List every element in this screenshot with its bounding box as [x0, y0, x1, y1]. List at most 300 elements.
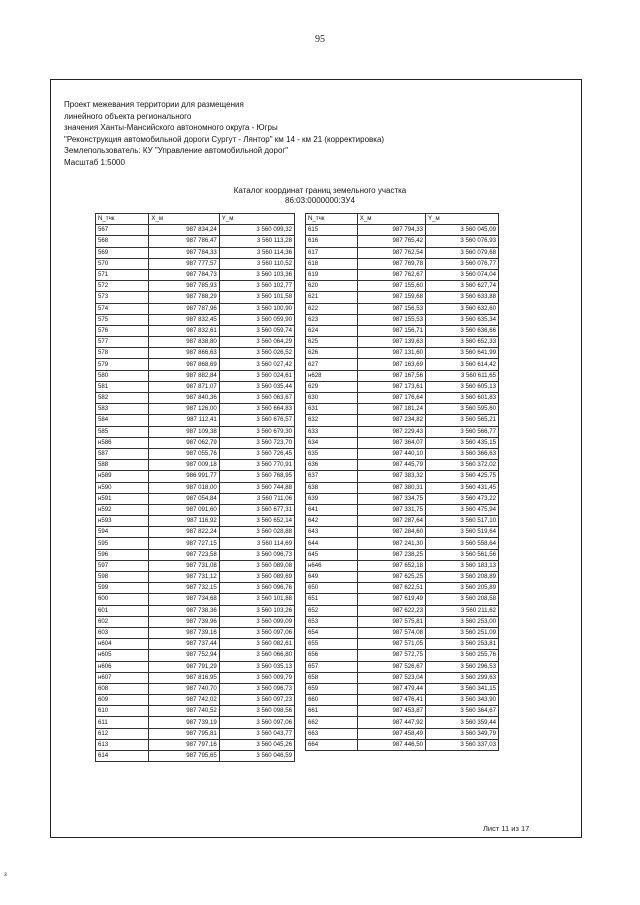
- y-coordinate-cell: 3 560 099,09: [219, 616, 294, 627]
- point-number-cell: 658: [306, 672, 358, 683]
- x-coordinate-cell: 987 723,58: [149, 549, 219, 560]
- y-coordinate-cell: 3 560 337,03: [426, 739, 499, 750]
- x-coordinate-cell: 987 476,41: [357, 695, 425, 706]
- y-coordinate-cell: 3 560 299,63: [426, 672, 499, 683]
- point-number-cell: 650: [306, 583, 358, 594]
- point-number-cell: 580: [96, 370, 149, 381]
- y-coordinate-cell: 3 560 605,13: [426, 381, 499, 392]
- y-coordinate-cell: 3 560 341,15: [426, 683, 499, 694]
- table-row: [306, 225, 499, 236]
- y-coordinate-cell: 3 560 343,90: [426, 695, 499, 706]
- table-row: [306, 348, 499, 359]
- point-number-cell: 598: [96, 572, 149, 583]
- point-number-cell: 608: [96, 683, 149, 694]
- table-row: [96, 493, 295, 504]
- table-row: [96, 594, 295, 605]
- table-row: [96, 560, 295, 571]
- point-number-cell: н606: [96, 661, 149, 672]
- table-row: [96, 269, 295, 280]
- y-coordinate-cell: 3 560 009,79: [219, 672, 294, 683]
- x-coordinate-cell: 987 009,18: [149, 460, 219, 471]
- table-row: [306, 493, 499, 504]
- table-row: [96, 538, 295, 549]
- point-number-cell: 645: [306, 549, 358, 560]
- table-row: [96, 225, 295, 236]
- point-number-cell: 599: [96, 583, 149, 594]
- x-coordinate-cell: 987 752,94: [149, 650, 219, 661]
- table-row: [96, 236, 295, 247]
- table-row: [96, 404, 295, 415]
- point-number-cell: 623: [306, 314, 358, 325]
- x-coordinate-cell: 987 241,30: [357, 538, 425, 549]
- point-number-cell: 620: [306, 281, 358, 292]
- table-row: [96, 258, 295, 269]
- x-coordinate-cell: 987 445,79: [357, 460, 425, 471]
- coordinates-table-right: [305, 213, 499, 751]
- table-row: [306, 504, 499, 515]
- table-row: [96, 572, 295, 583]
- point-number-cell: н607: [96, 672, 149, 683]
- x-coordinate-cell: 987 625,25: [357, 572, 425, 583]
- point-number-cell: 610: [96, 706, 149, 717]
- table-row: [96, 504, 295, 515]
- catalog-title: Каталог координат границ земельного участка: [233, 186, 407, 195]
- x-coordinate-cell: 986 991,77: [149, 471, 219, 482]
- table-row: [96, 706, 295, 717]
- y-coordinate-cell: 3 560 255,76: [426, 650, 499, 661]
- y-coordinate-cell: 3 560 101,58: [219, 292, 294, 303]
- table-row: [96, 448, 295, 459]
- y-coordinate-cell: 3 560 110,52: [219, 258, 294, 269]
- table-row: [306, 370, 499, 381]
- point-number-cell: 664: [306, 739, 358, 750]
- y-coordinate-cell: 3 560 519,64: [426, 527, 499, 538]
- header-line-6: Масштаб 1:5000: [64, 157, 125, 167]
- table-row: [306, 661, 499, 672]
- point-number-cell: н586: [96, 437, 149, 448]
- point-number-cell: 609: [96, 695, 149, 706]
- y-coordinate-cell: 3 560 566,77: [426, 426, 499, 437]
- point-number-cell: 587: [96, 448, 149, 459]
- table-row: [96, 639, 295, 650]
- point-number-cell: 597: [96, 560, 149, 571]
- table-header-row: [306, 214, 499, 225]
- x-coordinate-cell: 987 816,95: [149, 672, 219, 683]
- table-row: [306, 292, 499, 303]
- x-coordinate-cell: 987 727,15: [149, 538, 219, 549]
- x-coordinate-cell: 987 737,44: [149, 639, 219, 650]
- x-coordinate-cell: 987 238,25: [357, 549, 425, 560]
- x-coordinate-cell: 987 794,33: [357, 225, 425, 236]
- table-row: [306, 314, 499, 325]
- table-row: [306, 538, 499, 549]
- table-row: [306, 437, 499, 448]
- x-coordinate-cell: 987 380,31: [357, 482, 425, 493]
- y-coordinate-cell: 3 560 723,70: [219, 437, 294, 448]
- y-coordinate-cell: 3 560 711,06: [219, 493, 294, 504]
- y-coordinate-cell: 3 560 251,09: [426, 627, 499, 638]
- header-line-3: значения Ханты-Мансийского автономного округа - Югры: [64, 123, 278, 133]
- y-coordinate-cell: 3 560 364,67: [426, 706, 499, 717]
- y-coordinate-cell: 3 560 676,57: [219, 415, 294, 426]
- y-coordinate-cell: 3 560 208,89: [426, 572, 499, 583]
- table-row: [306, 415, 499, 426]
- point-number-cell: 570: [96, 258, 149, 269]
- table-row: [96, 672, 295, 683]
- x-coordinate-cell: 987 229,43: [357, 426, 425, 437]
- x-coordinate-cell: 987 786,47: [149, 236, 219, 247]
- x-coordinate-cell: 987 181,24: [357, 404, 425, 415]
- point-number-cell: 626: [306, 348, 358, 359]
- point-number-cell: 630: [306, 393, 358, 404]
- x-coordinate-cell: 987 176,64: [357, 393, 425, 404]
- y-coordinate-cell: 3 560 059,74: [219, 325, 294, 336]
- y-coordinate-cell: 3 560 096,76: [219, 583, 294, 594]
- table-row: [306, 683, 499, 694]
- y-coordinate-cell: 3 560 064,29: [219, 337, 294, 348]
- point-number-cell: 615: [306, 225, 358, 236]
- table-row: [96, 359, 295, 370]
- coordinates-table-left: [95, 213, 295, 762]
- point-number-cell: 654: [306, 627, 358, 638]
- table-row: [306, 650, 499, 661]
- x-coordinate-cell: 987 018,00: [149, 482, 219, 493]
- table-row: [96, 527, 295, 538]
- y-coordinate-cell: 3 560 517,10: [426, 516, 499, 527]
- y-coordinate-cell: 3 560 359,44: [426, 717, 499, 728]
- y-coordinate-cell: 3 560 101,88: [219, 594, 294, 605]
- y-coordinate-cell: 3 560 744,88: [219, 482, 294, 493]
- x-coordinate-cell: 987 732,15: [149, 583, 219, 594]
- point-number-cell: 603: [96, 627, 149, 638]
- table-row: [96, 348, 295, 359]
- y-coordinate-cell: 3 560 082,61: [219, 639, 294, 650]
- table-row: [96, 627, 295, 638]
- y-coordinate-cell: 3 560 253,00: [426, 616, 499, 627]
- point-number-cell: 632: [306, 415, 358, 426]
- x-coordinate-cell: 987 784,73: [149, 269, 219, 280]
- table-row: [306, 426, 499, 437]
- point-number-cell: 657: [306, 661, 358, 672]
- x-coordinate-cell: 987 777,57: [149, 258, 219, 269]
- column-header-x: X_м: [149, 214, 219, 225]
- y-coordinate-cell: 3 560 103,36: [219, 269, 294, 280]
- point-number-cell: 660: [306, 695, 358, 706]
- x-coordinate-cell: 987 731,08: [149, 560, 219, 571]
- y-coordinate-cell: 3 560 253,81: [426, 639, 499, 650]
- x-coordinate-cell: 987 364,07: [357, 437, 425, 448]
- y-coordinate-cell: 3 560 366,63: [426, 448, 499, 459]
- x-coordinate-cell: 987 055,76: [149, 448, 219, 459]
- point-number-cell: н604: [96, 639, 149, 650]
- x-coordinate-cell: 987 447,92: [357, 717, 425, 728]
- table-row: [306, 527, 499, 538]
- table-row: [306, 247, 499, 258]
- point-number-cell: 649: [306, 572, 358, 583]
- point-number-cell: 596: [96, 549, 149, 560]
- x-coordinate-cell: 987 788,29: [149, 292, 219, 303]
- y-coordinate-cell: 3 560 024,61: [219, 370, 294, 381]
- point-number-cell: 574: [96, 303, 149, 314]
- y-coordinate-cell: 3 560 652,33: [426, 337, 499, 348]
- y-coordinate-cell: 3 560 045,09: [426, 225, 499, 236]
- table-row: [96, 471, 295, 482]
- point-number-cell: 629: [306, 381, 358, 392]
- point-number-cell: 618: [306, 258, 358, 269]
- table-row: [96, 683, 295, 694]
- y-coordinate-cell: 3 560 475,94: [426, 504, 499, 515]
- y-coordinate-cell: 3 560 561,56: [426, 549, 499, 560]
- table-row: [306, 672, 499, 683]
- margin-mark: з: [4, 872, 7, 878]
- x-coordinate-cell: 987 334,75: [357, 493, 425, 504]
- x-coordinate-cell: 987 440,10: [357, 448, 425, 459]
- x-coordinate-cell: 987 739,16: [149, 627, 219, 638]
- y-coordinate-cell: 3 560 558,64: [426, 538, 499, 549]
- point-number-cell: 583: [96, 404, 149, 415]
- y-coordinate-cell: 3 560 097,06: [219, 627, 294, 638]
- x-coordinate-cell: 987 622,23: [357, 605, 425, 616]
- point-number-cell: 639: [306, 493, 358, 504]
- table-row: [96, 415, 295, 426]
- point-number-cell: 573: [96, 292, 149, 303]
- x-coordinate-cell: 987 574,08: [357, 627, 425, 638]
- x-coordinate-cell: 987 109,38: [149, 426, 219, 437]
- point-number-cell: 602: [96, 616, 149, 627]
- table-row: [96, 549, 295, 560]
- point-number-cell: 636: [306, 460, 358, 471]
- point-number-cell: 600: [96, 594, 149, 605]
- x-coordinate-cell: 987 458,49: [357, 728, 425, 739]
- x-coordinate-cell: 987 234,82: [357, 415, 425, 426]
- y-coordinate-cell: 3 560 096,73: [219, 549, 294, 560]
- x-coordinate-cell: 987 575,81: [357, 616, 425, 627]
- sheet-counter: Лист 11 из 17: [483, 824, 530, 833]
- column-header-y: Y_м: [426, 214, 499, 225]
- x-coordinate-cell: 987 787,96: [149, 303, 219, 314]
- table-row: [306, 303, 499, 314]
- y-coordinate-cell: 3 560 632,60: [426, 303, 499, 314]
- point-number-cell: 575: [96, 314, 149, 325]
- y-coordinate-cell: 3 560 296,53: [426, 661, 499, 672]
- table-row: [96, 325, 295, 336]
- table-row: [306, 337, 499, 348]
- point-number-cell: 595: [96, 538, 149, 549]
- x-coordinate-cell: 987 652,18: [357, 560, 425, 571]
- y-coordinate-cell: 3 560 633,88: [426, 292, 499, 303]
- x-coordinate-cell: 987 112,41: [149, 415, 219, 426]
- x-coordinate-cell: 987 832,61: [149, 325, 219, 336]
- parcel-id: 86:03:0000000:ЗУ4: [285, 196, 355, 205]
- point-number-cell: 651: [306, 594, 358, 605]
- table-row: [306, 706, 499, 717]
- y-coordinate-cell: 3 560 114,69: [219, 538, 294, 549]
- x-coordinate-cell: 987 163,69: [357, 359, 425, 370]
- point-number-cell: 569: [96, 247, 149, 258]
- y-coordinate-cell: 3 560 208,58: [426, 594, 499, 605]
- x-coordinate-cell: 987 287,64: [357, 516, 425, 527]
- header-line-5: Землепользователь: КУ "Управление автомобильной дорог": [64, 146, 289, 156]
- table-row: [96, 370, 295, 381]
- y-coordinate-cell: 3 560 677,31: [219, 504, 294, 515]
- y-coordinate-cell: 3 560 103,26: [219, 605, 294, 616]
- y-coordinate-cell: 3 560 636,66: [426, 325, 499, 336]
- table-row: [306, 236, 499, 247]
- table-row: [306, 728, 499, 739]
- y-coordinate-cell: 3 560 113,28: [219, 236, 294, 247]
- table-row: [306, 393, 499, 404]
- y-coordinate-cell: 3 560 601,83: [426, 393, 499, 404]
- point-number-cell: 611: [96, 717, 149, 728]
- table-body-right: [306, 225, 499, 751]
- y-coordinate-cell: 3 560 043,77: [219, 728, 294, 739]
- y-coordinate-cell: 3 560 098,56: [219, 706, 294, 717]
- x-coordinate-cell: 987 446,50: [357, 739, 425, 750]
- point-number-cell: 625: [306, 337, 358, 348]
- y-coordinate-cell: 3 560 614,42: [426, 359, 499, 370]
- y-coordinate-cell: 3 560 768,95: [219, 471, 294, 482]
- table-row: [306, 359, 499, 370]
- y-coordinate-cell: 3 560 089,69: [219, 572, 294, 583]
- table-row: [96, 661, 295, 672]
- point-number-cell: 661: [306, 706, 358, 717]
- point-number-cell: 601: [96, 605, 149, 616]
- y-coordinate-cell: 3 560 100,90: [219, 303, 294, 314]
- column-header-point: N_тчк: [306, 214, 358, 225]
- point-number-cell: н593: [96, 516, 149, 527]
- x-coordinate-cell: 987 734,68: [149, 594, 219, 605]
- x-coordinate-cell: 987 619,49: [357, 594, 425, 605]
- x-coordinate-cell: 987 871,07: [149, 381, 219, 392]
- point-number-cell: 621: [306, 292, 358, 303]
- point-number-cell: 568: [96, 236, 149, 247]
- table-row: [96, 292, 295, 303]
- table-row: [306, 572, 499, 583]
- point-number-cell: 612: [96, 728, 149, 739]
- y-coordinate-cell: 3 560 349,79: [426, 728, 499, 739]
- point-number-cell: 572: [96, 281, 149, 292]
- header-line-2: линейного объекта регионального: [64, 111, 192, 121]
- table-row: [96, 605, 295, 616]
- x-coordinate-cell: 987 622,51: [357, 583, 425, 594]
- point-number-cell: 617: [306, 247, 358, 258]
- y-coordinate-cell: 3 560 183,13: [426, 560, 499, 571]
- x-coordinate-cell: 987 739,19: [149, 717, 219, 728]
- x-coordinate-cell: 987 126,00: [149, 404, 219, 415]
- x-coordinate-cell: 987 765,42: [357, 236, 425, 247]
- point-number-cell: 579: [96, 359, 149, 370]
- page-number: 95: [315, 34, 325, 45]
- x-coordinate-cell: 987 159,68: [357, 292, 425, 303]
- x-coordinate-cell: 987 740,52: [149, 706, 219, 717]
- x-coordinate-cell: 987 791,29: [149, 661, 219, 672]
- y-coordinate-cell: 3 560 045,26: [219, 739, 294, 750]
- x-coordinate-cell: 987 795,81: [149, 728, 219, 739]
- x-coordinate-cell: 987 571,05: [357, 639, 425, 650]
- point-number-cell: 582: [96, 393, 149, 404]
- y-coordinate-cell: 3 560 099,32: [219, 225, 294, 236]
- x-coordinate-cell: 987 453,87: [357, 706, 425, 717]
- y-coordinate-cell: 3 560 066,80: [219, 650, 294, 661]
- y-coordinate-cell: 3 560 076,77: [426, 258, 499, 269]
- table-row: [306, 516, 499, 527]
- y-coordinate-cell: 3 560 035,13: [219, 661, 294, 672]
- table-row: [96, 728, 295, 739]
- table-row: [96, 426, 295, 437]
- y-coordinate-cell: 3 560 372,02: [426, 460, 499, 471]
- y-coordinate-cell: 3 560 096,73: [219, 683, 294, 694]
- x-coordinate-cell: 987 739,96: [149, 616, 219, 627]
- point-number-cell: 567: [96, 225, 149, 236]
- table-row: [96, 616, 295, 627]
- table-row: [96, 303, 295, 314]
- x-coordinate-cell: 987 742,02: [149, 695, 219, 706]
- x-coordinate-cell: 987 054,84: [149, 493, 219, 504]
- table-row: [96, 583, 295, 594]
- point-number-cell: 635: [306, 448, 358, 459]
- y-coordinate-cell: 3 560 595,60: [426, 404, 499, 415]
- point-number-cell: 633: [306, 426, 358, 437]
- point-number-cell: 641: [306, 504, 358, 515]
- point-number-cell: 653: [306, 616, 358, 627]
- x-coordinate-cell: 987 738,36: [149, 605, 219, 616]
- point-number-cell: 578: [96, 348, 149, 359]
- table-row: [306, 269, 499, 280]
- y-coordinate-cell: 3 560 641,99: [426, 348, 499, 359]
- x-coordinate-cell: 987 523,04: [357, 672, 425, 683]
- table-row: [96, 516, 295, 527]
- point-number-cell: 614: [96, 751, 149, 762]
- table-row: [96, 751, 295, 762]
- table-row: [96, 695, 295, 706]
- point-number-cell: 655: [306, 639, 358, 650]
- point-number-cell: 571: [96, 269, 149, 280]
- point-number-cell: 581: [96, 381, 149, 392]
- table-row: [306, 639, 499, 650]
- point-number-cell: 594: [96, 527, 149, 538]
- x-coordinate-cell: 987 784,33: [149, 247, 219, 258]
- table-row: [96, 717, 295, 728]
- x-coordinate-cell: 987 155,60: [357, 281, 425, 292]
- x-coordinate-cell: 987 284,60: [357, 527, 425, 538]
- column-header-x: X_м: [357, 214, 425, 225]
- point-number-cell: 659: [306, 683, 358, 694]
- point-number-cell: н589: [96, 471, 149, 482]
- x-coordinate-cell: 987 331,75: [357, 504, 425, 515]
- point-number-cell: 616: [306, 236, 358, 247]
- y-coordinate-cell: 3 560 627,74: [426, 281, 499, 292]
- point-number-cell: 637: [306, 471, 358, 482]
- x-coordinate-cell: 987 832,45: [149, 314, 219, 325]
- table-row: [96, 460, 295, 471]
- y-coordinate-cell: 3 560 652,14: [219, 516, 294, 527]
- point-number-cell: 652: [306, 605, 358, 616]
- x-coordinate-cell: 987 866,63: [149, 348, 219, 359]
- column-header-y: Y_м: [219, 214, 294, 225]
- point-number-cell: н605: [96, 650, 149, 661]
- x-coordinate-cell: 987 731,12: [149, 572, 219, 583]
- y-coordinate-cell: 3 560 035,44: [219, 381, 294, 392]
- point-number-cell: 656: [306, 650, 358, 661]
- table-row: [306, 594, 499, 605]
- point-number-cell: н628: [306, 370, 358, 381]
- x-coordinate-cell: 987 572,75: [357, 650, 425, 661]
- x-coordinate-cell: 987 479,44: [357, 683, 425, 694]
- point-number-cell: 584: [96, 415, 149, 426]
- x-coordinate-cell: 987 167,56: [357, 370, 425, 381]
- y-coordinate-cell: 3 560 611,65: [426, 370, 499, 381]
- x-coordinate-cell: 987 139,63: [357, 337, 425, 348]
